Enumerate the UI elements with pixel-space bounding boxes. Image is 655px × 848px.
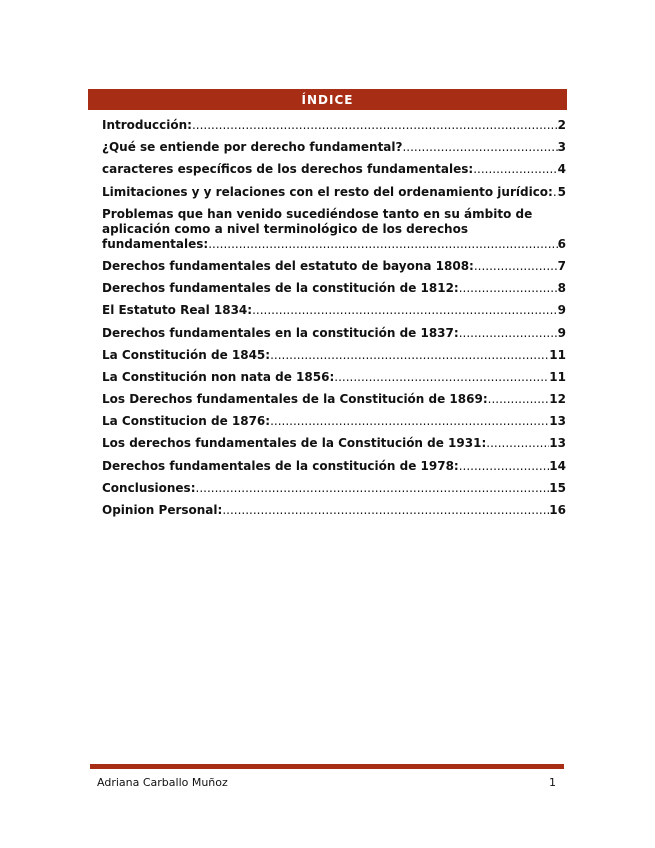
- toc-dot-leader: [270, 414, 549, 429]
- toc-entry-text: La Constitución non nata de 1856:: [102, 369, 335, 384]
- toc-entry-line: [102, 348, 566, 363]
- toc-dot-leader: [196, 481, 550, 496]
- toc-entry-line: [102, 459, 566, 474]
- toc-entry[interactable]: [102, 436, 566, 451]
- toc-entry-text: Limitaciones y y relaciones con el resto del ordenamiento jurídico:: [102, 184, 553, 199]
- toc-entry-text: Conclusiones:: [102, 480, 196, 495]
- toc-entry[interactable]: [102, 207, 566, 252]
- toc-entry-line: [102, 162, 566, 177]
- toc-entry-line: [102, 503, 566, 518]
- toc-entry[interactable]: [102, 326, 566, 341]
- footer-rule: [90, 764, 564, 769]
- toc-page-number: 3: [557, 140, 566, 155]
- toc-entry-line: [102, 303, 566, 318]
- table-of-contents: [102, 118, 566, 525]
- toc-title: ÍNDICE: [88, 89, 567, 110]
- toc-dot-leader: [270, 348, 549, 363]
- toc-entry[interactable]: [102, 281, 566, 296]
- toc-entry-line: [102, 185, 566, 200]
- toc-dot-leader: [474, 259, 558, 274]
- toc-entry[interactable]: [102, 118, 566, 133]
- toc-entry-text: Los derechos fundamentales de la Constitución de 1931:: [102, 436, 487, 451]
- toc-entry-text: Opinion Personal:: [102, 503, 223, 517]
- toc-entry-line: [102, 436, 566, 451]
- toc-entry-text: Derechos fundamentales en la constitución de 1837:: [102, 325, 459, 340]
- toc-page-number: 2: [557, 118, 566, 132]
- toc-entry-text: Introducción:: [102, 118, 192, 132]
- toc-page-number: 6: [557, 236, 566, 251]
- toc-dot-leader: [402, 140, 557, 155]
- toc-page-number: 11: [549, 369, 566, 384]
- toc-entry-line: [102, 118, 566, 133]
- toc-entry-text: aplicación como a nivel terminológico de los derechos: [102, 221, 468, 236]
- toc-dot-leader: [208, 237, 557, 252]
- toc-entry-text: Derechos fundamentales del estatuto de bayona 1808:: [102, 258, 474, 273]
- toc-entry-text: Problemas que han venido sucediéndose tanto en su ámbito de: [102, 206, 533, 221]
- toc-page-number: 4: [557, 162, 566, 177]
- toc-dot-leader: [222, 503, 549, 518]
- toc-entry[interactable]: [102, 140, 566, 155]
- toc-page-number: 15: [549, 480, 566, 495]
- toc-dot-leader: [459, 281, 558, 296]
- toc-dot-leader: [473, 162, 557, 177]
- toc-entry-text: fundamentales:: [102, 236, 209, 251]
- toc-entry-line: [102, 414, 566, 429]
- toc-dot-leader: [192, 118, 558, 133]
- toc-dot-leader: [334, 370, 549, 385]
- toc-entry[interactable]: [102, 162, 566, 177]
- toc-page-number: 12: [549, 392, 566, 407]
- toc-page-number: 13: [549, 436, 566, 451]
- toc-entry-line: [102, 237, 566, 252]
- toc-entry-line: [102, 481, 566, 496]
- toc-entry-text: Los Derechos fundamentales de la Constitución de 1869:: [102, 392, 488, 407]
- toc-entry-line: [102, 392, 566, 407]
- toc-page-number: 8: [557, 281, 566, 296]
- toc-entry-line: [102, 281, 566, 296]
- toc-entry-text: ¿Qué se entiende por derecho fundamental?: [102, 140, 403, 155]
- toc-entry[interactable]: [102, 259, 566, 274]
- toc-entry[interactable]: [102, 185, 566, 200]
- toc-entry-text: caracteres específicos de los derechos fundamentales:: [102, 162, 474, 177]
- toc-page-number: 9: [557, 303, 566, 318]
- toc-dot-leader: [486, 436, 549, 451]
- toc-page-number: 14: [549, 458, 566, 473]
- toc-entry-text: Derechos fundamentales de la constitución de 1812:: [102, 281, 459, 296]
- toc-entry[interactable]: [102, 370, 566, 385]
- toc-entry-text: Derechos fundamentales de la constitución de 1978:: [102, 458, 459, 473]
- toc-dot-leader: [488, 392, 550, 407]
- footer-page-number: 1: [549, 776, 556, 789]
- toc-entry-line: [102, 326, 566, 341]
- toc-entry[interactable]: [102, 348, 566, 363]
- toc-page-number: 9: [557, 325, 566, 340]
- toc-entry[interactable]: [102, 459, 566, 474]
- toc-page-number: 5: [557, 184, 566, 199]
- footer-author: Adriana Carballo Muñoz: [97, 776, 228, 789]
- toc-entry-text: La Constitucion de 1876:: [102, 414, 271, 429]
- toc-entry-line: [102, 259, 566, 274]
- toc-entry[interactable]: [102, 392, 566, 407]
- toc-page-number: 16: [549, 503, 566, 517]
- toc-page-number: 11: [549, 347, 566, 362]
- toc-entry-text: La Constitución de 1845:: [102, 347, 271, 362]
- toc-page-number: 13: [549, 414, 566, 429]
- toc-entry-line: [102, 140, 566, 155]
- toc-page-number: 7: [557, 258, 566, 273]
- toc-dot-leader: [252, 303, 558, 318]
- toc-entry[interactable]: [102, 303, 566, 318]
- toc-entry-text: El Estatuto Real 1834:: [102, 303, 253, 318]
- toc-entry[interactable]: [102, 481, 566, 496]
- toc-entry-line: [102, 370, 566, 385]
- toc-dot-leader: [459, 459, 550, 474]
- toc-dot-leader: [459, 326, 558, 341]
- toc-entry[interactable]: [102, 503, 566, 518]
- toc-entry[interactable]: [102, 414, 566, 429]
